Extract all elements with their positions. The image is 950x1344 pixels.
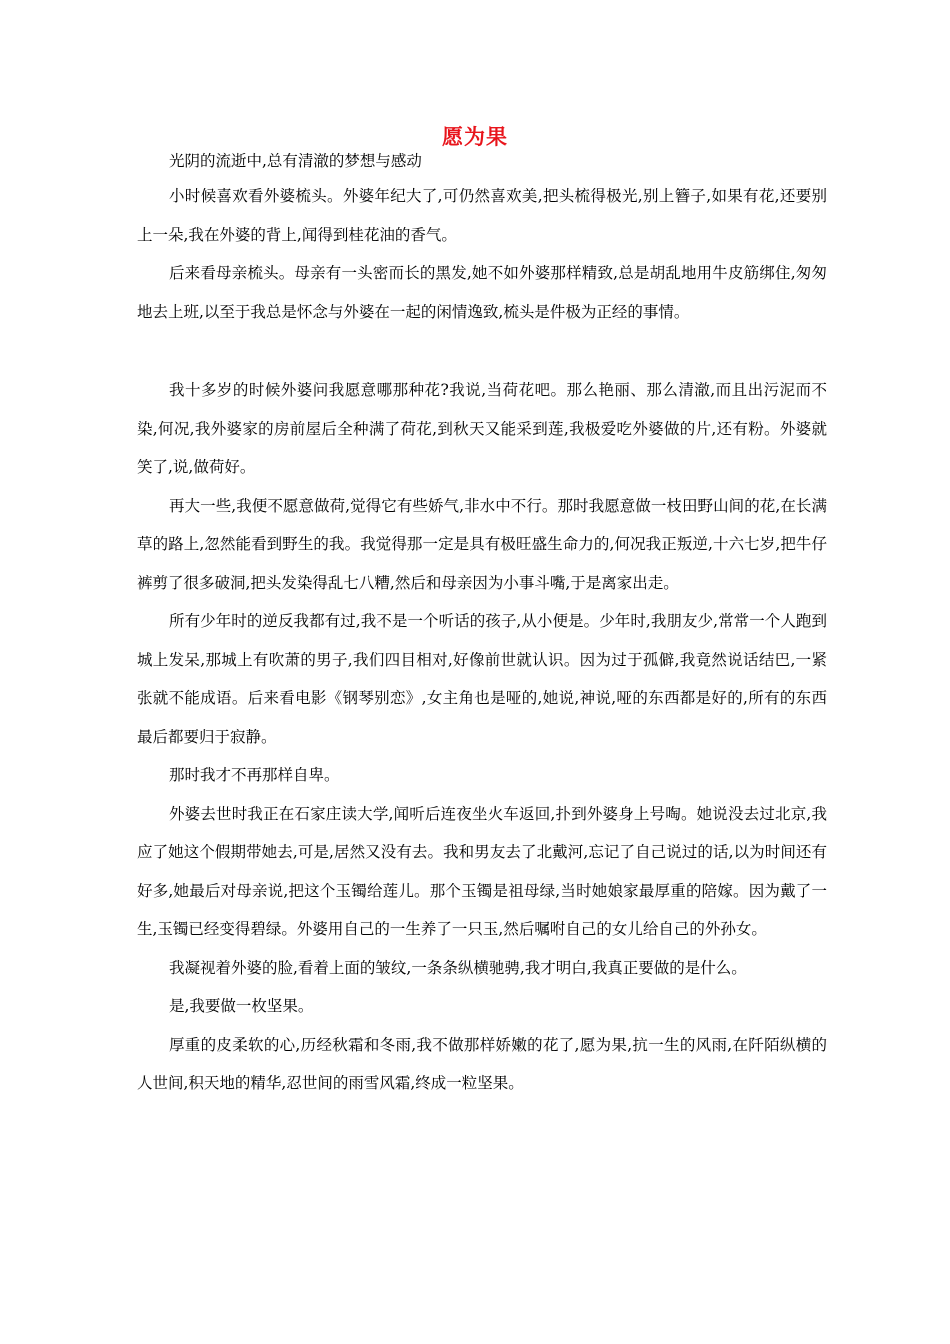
body-paragraph: 后来看母亲梳头。母亲有一头密而长的黑发,她不如外婆那样精致,总是胡乱地用牛皮筋绑住,匆匆地去上班,以至于我总是怀念与外婆在一起的闲情逸致,梳头是件极为正经的事情。 — [137, 264, 827, 321]
body-paragraph: 我凝视着外婆的脸,看着上面的皱纹,一条条纵横驰骋,我才明白,我真正要做的是什么。 — [169, 958, 747, 977]
body-paragraph: 厚重的皮柔软的心,历经秋霜和冬雨,我不做那样娇嫩的花了,愿为果,抗一生的风雨,在阡陌纵横的人世间,积天地的精华,忍世间的雨雪风霜,终成一粒坚果。 — [137, 1035, 827, 1092]
body-paragraph: 是,我要做一枚坚果。 — [169, 997, 314, 1015]
document-body — [137, 147, 827, 1103]
body-paragraph: 那时我才不再那样自卑。 — [169, 766, 340, 784]
body-paragraph: 所有少年时的逆反我都有过,我不是一个听话的孩子,从小便是。少年时,我朋友少,常常一个人跑到城上发呆,那城上有吹萧的男子,我们四目相对,好像前世就认识。因为过于孤僻,我竟然说话结巴,一紧张就不能成语。后来看电影《钢琴别恋》,女主角也是哑的,她说,神说,哑的东西都是好的,所有的东西最后都要归于寂静。 — [137, 612, 827, 746]
body-paragraph: 外婆去世时我正在石家庄读大学,闻听后连夜坐火车返回,扑到外婆身上号啕。她说没去过北京,我应了她这个假期带她去,可是,居然又没有去。我和男友去了北戴河,忘记了自己说过的话,以为时间还有好多,她最后对母亲说,把这个玉镯给莲儿。那个玉镯是祖母绿,当时她娘家最厚重的陪嫁。因为戴了一生,玉镯已经变得碧绿。外婆用自己的一生养了一只玉,然后嘱咐自己的女儿给自己的外孙女。 — [137, 804, 827, 938]
body-paragraph: 小时候喜欢看外婆梳头。外婆年纪大了,可仍然喜欢美,把头梳得极光,别上簪子,如果有花,还要别上一朵,我在外婆的背上,闻得到桂花油的香气。 — [137, 187, 827, 244]
document-title: 愿为果 — [442, 124, 508, 149]
body-paragraph: 再大一些,我便不愿意做荷,觉得它有些娇气,非水中不行。那时我愿意做一枝田野山间的花,在长满草的路上,忽然能看到野生的我。我觉得那一定是具有极旺盛生命力的,何况我正叛逆,十六七岁,把牛仔裤剪了很多破洞,把头发染得乱七八糟,然后和母亲因为小事斗嘴,于是离家出走。 — [137, 496, 827, 592]
body-paragraph: 我十多岁的时候外婆问我愿意哪那种花?我说,当荷花吧。那么艳丽、那么清澈,而且出污泥而不染,何况,我外婆家的房前屋后全种满了荷花,到秋天又能采到莲,我极爱吃外婆做的片,还有粉。外婆就笑了,说,做荷好。 — [137, 381, 827, 476]
subtitle-paragraph: 光阴的流逝中,总有清澈的梦想与感动 — [169, 152, 422, 170]
